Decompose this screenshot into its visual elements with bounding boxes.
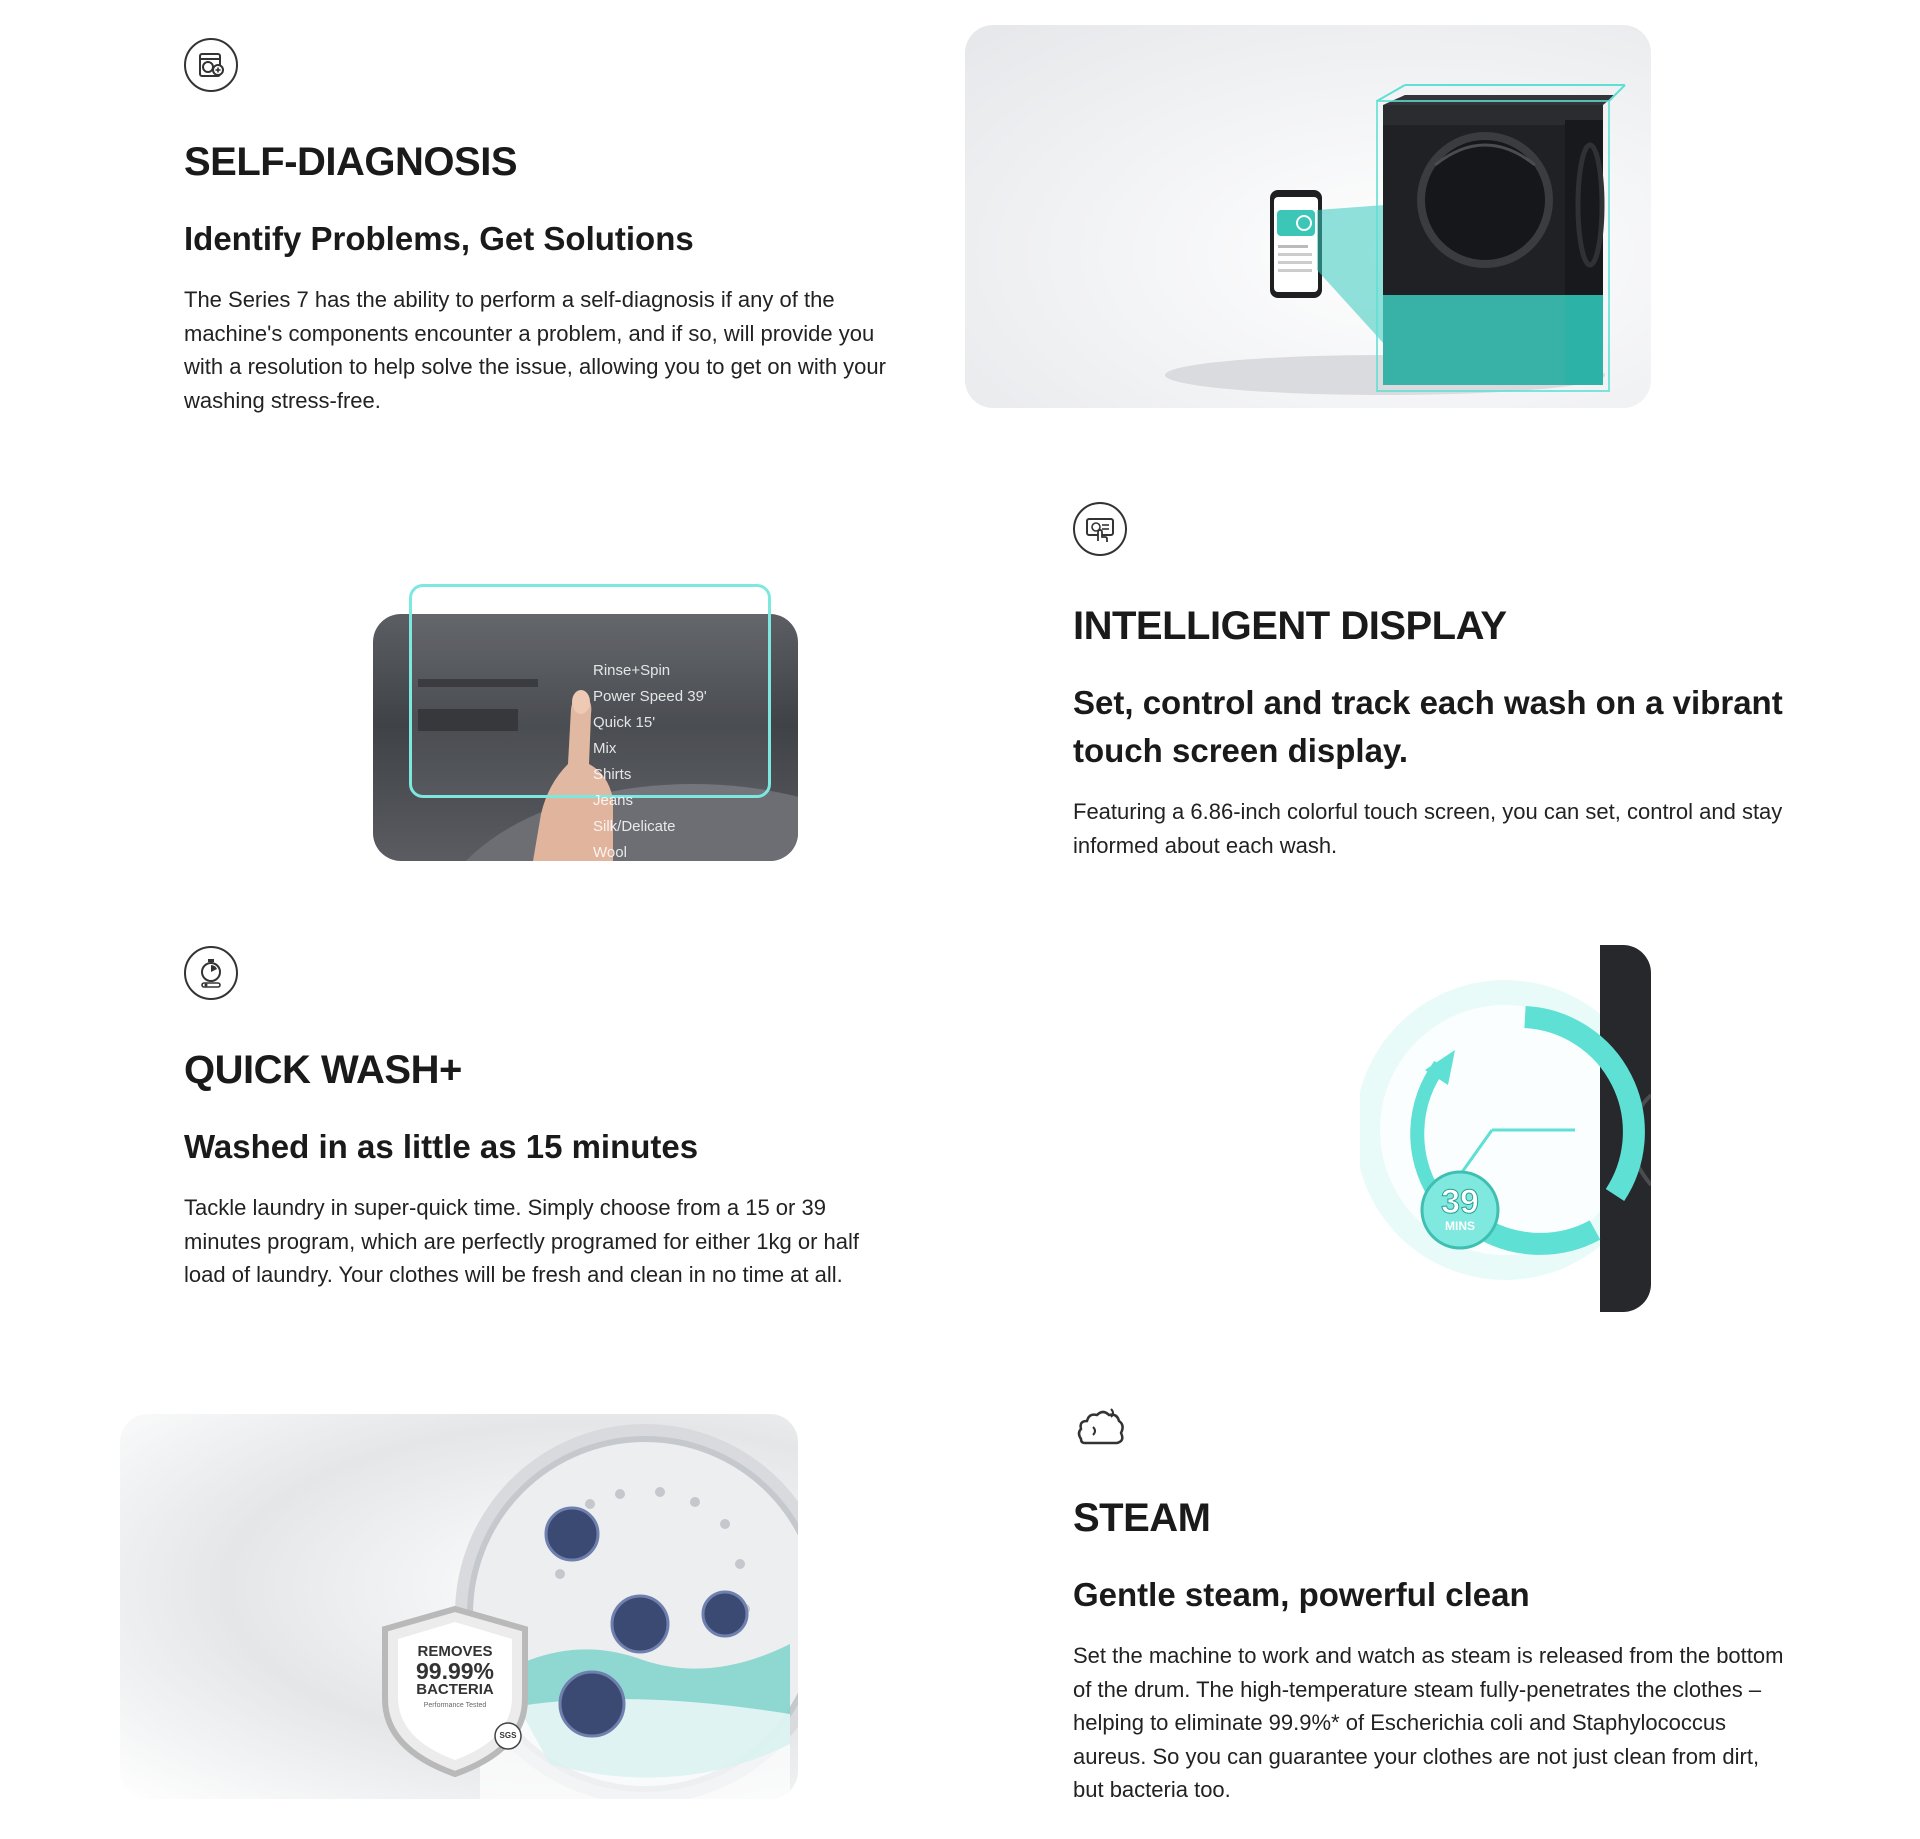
feature-title: QUICK WASH+ — [184, 1048, 462, 1092]
feature-steam — [1073, 1402, 1793, 1807]
phone-illustration — [1270, 190, 1322, 298]
quick-wash-image — [1360, 945, 1651, 1312]
intelligent-display-image — [373, 614, 798, 861]
feature-subtitle: Set, control and track each wash on a vibrant touch screen display. — [1073, 684, 1783, 769]
screen-menu-item: Quick 15' — [593, 714, 656, 731]
feature-description: Featuring a 6.86-inch colorful touch screen, you can set, control and stay informed about each wash. — [1073, 799, 1783, 858]
shield-line-removes: REMOVES — [417, 1643, 493, 1660]
quick-wash-badge-unit: MINS — [1445, 1219, 1475, 1233]
shield-small-text: Performance Tested — [423, 1702, 487, 1709]
screen-menu-item: Power Speed 39' — [593, 688, 707, 705]
screen-menu-item: Jeans — [593, 792, 634, 809]
feature-self-diagnosis — [184, 38, 904, 417]
feature-description: The Series 7 has the ability to perform a self-diagnosis if any of the machine's components encounter a problem, and if so, will provide you with a resolution to help solve the issue, allowing you to get on with your washing stress-free. — [184, 287, 886, 413]
feature-description: Set the machine to work and watch as steam is released from the bottom of the drum. The high-temperature steam fully-penetrates the clothes – helping to eliminate 99.9%* of Escherichia coli and Staphylococcus aureus. So you can guarantee your clothes are not just clean from dirt, but bacteria too. — [1073, 1643, 1784, 1802]
feature-subtitle: Washed in as little as 15 minutes — [184, 1128, 699, 1165]
steam-icon — [1073, 1402, 1127, 1456]
feature-intelligent-display — [1073, 502, 1793, 862]
shield-seal: SGS — [499, 1731, 517, 1740]
feature-title: STEAM — [1073, 1496, 1211, 1540]
washer-diagnosis-icon — [184, 38, 238, 92]
touch-screen-icon — [1073, 502, 1127, 556]
shield-line-percent: 99.99% — [415, 1658, 494, 1684]
timer-icon — [184, 946, 238, 1000]
touch-screen-frame — [409, 584, 771, 798]
screen-menu-item: Rinse+Spin — [593, 662, 671, 679]
screen-menu-item: Mix — [593, 740, 617, 757]
steam-image — [120, 1414, 798, 1799]
feature-subtitle: Gentle steam, powerful clean — [1073, 1576, 1530, 1613]
screen-menu-item: Shirts — [593, 766, 632, 783]
feature-title: SELF-DIAGNOSIS — [184, 140, 518, 184]
shield-line-bacteria: BACTERIA — [416, 1681, 494, 1698]
washing-machine-illustration — [1377, 85, 1625, 391]
feature-subtitle: Identify Problems, Get Solutions — [184, 220, 694, 257]
feature-description: Tackle laundry in super-quick time. Simply choose from a 15 or 39 minutes program, which are perfectly programed for either 1kg or half load of laundry. Your clothes will be fresh and clean in no time at all. — [184, 1195, 859, 1287]
feature-quick-wash — [184, 946, 904, 1292]
screen-menu-item: Wool — [593, 844, 627, 861]
self-diagnosis-image — [965, 25, 1651, 408]
feature-title: INTELLIGENT DISPLAY — [1073, 604, 1507, 648]
quick-wash-badge-number: 39 — [1441, 1183, 1479, 1221]
screen-menu-item: Silk/Delicate — [593, 818, 676, 835]
